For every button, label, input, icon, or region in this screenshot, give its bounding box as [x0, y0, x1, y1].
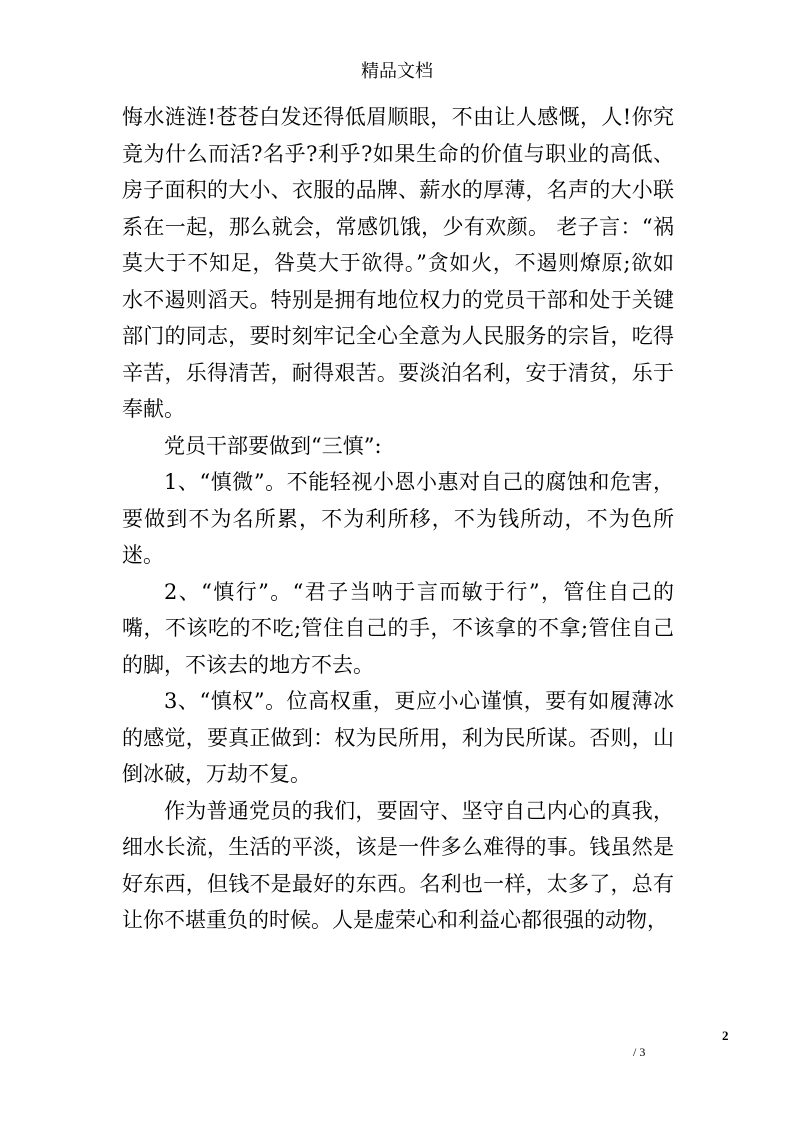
- paragraph-caution-subtle: 1、“慎微”。不能轻视小恩小惠对自己的腐蚀和危害，要做到不为名所累，不为利所移，不为钱所动，不为色所迷。: [122, 470, 674, 567]
- paragraph-ordinary-members: 作为普通党员的我们，要固守、坚守自己内心的真我，细水长流，生活的平淡，该是一件多么难得的事。钱虽然是好东西，但钱不是最好的东西。名利也一样，太多了，总有让你不堪重负的时候。人是虚荣心和利益心都很强的动物，: [122, 798, 674, 932]
- paragraph-caution-power: 3、“慎权”。位高权重，更应小心谨慎，要有如履薄冰的感觉，要真正做到：权为民所用，利为民所谋。否则，山倒冰破，万劫不复。: [122, 689, 674, 786]
- paragraph-caution-conduct: 2、“慎行”。“君子当呐于言而敏于行”，管住自己的嘴，不该吃的不吃;管住自己的手，不该拿的不拿;管住自己的脚，不该去的地方不去。: [122, 579, 674, 677]
- paragraph-continuation: 悔水涟涟!苍苍白发还得低眉顺眼，不由让人感慨，人!你究竟为什么而活?名乎?利乎?如果生命的价值与职业的高低、房子面积的大小、衣服的品牌、薪水的厚薄，名声的大小联系在一起，那么就会，常感饥饿，少有欢颜。 老子言：“祸莫大于不知足，咎莫大于欲得。”贪如火，不遏则燎原;欲如水不遏则滔天。特别是拥有地位权力的党员干部和处于关键部门的同志，要时刻牢记全心全意为人民服务的宗旨，吃得辛苦，乐得清苦，耐得艰苦。要淡泊名利，安于清贫，乐于奉献。: [122, 105, 674, 421]
- page-header-title: 精品文档: [361, 61, 433, 82]
- document-body: [122, 99, 674, 939]
- page-total: / 3: [633, 1045, 646, 1059]
- page-number: 2: [722, 1028, 729, 1043]
- paragraph-three-cautions-intro: 党员干部要做到“三慎”:: [164, 433, 382, 458]
